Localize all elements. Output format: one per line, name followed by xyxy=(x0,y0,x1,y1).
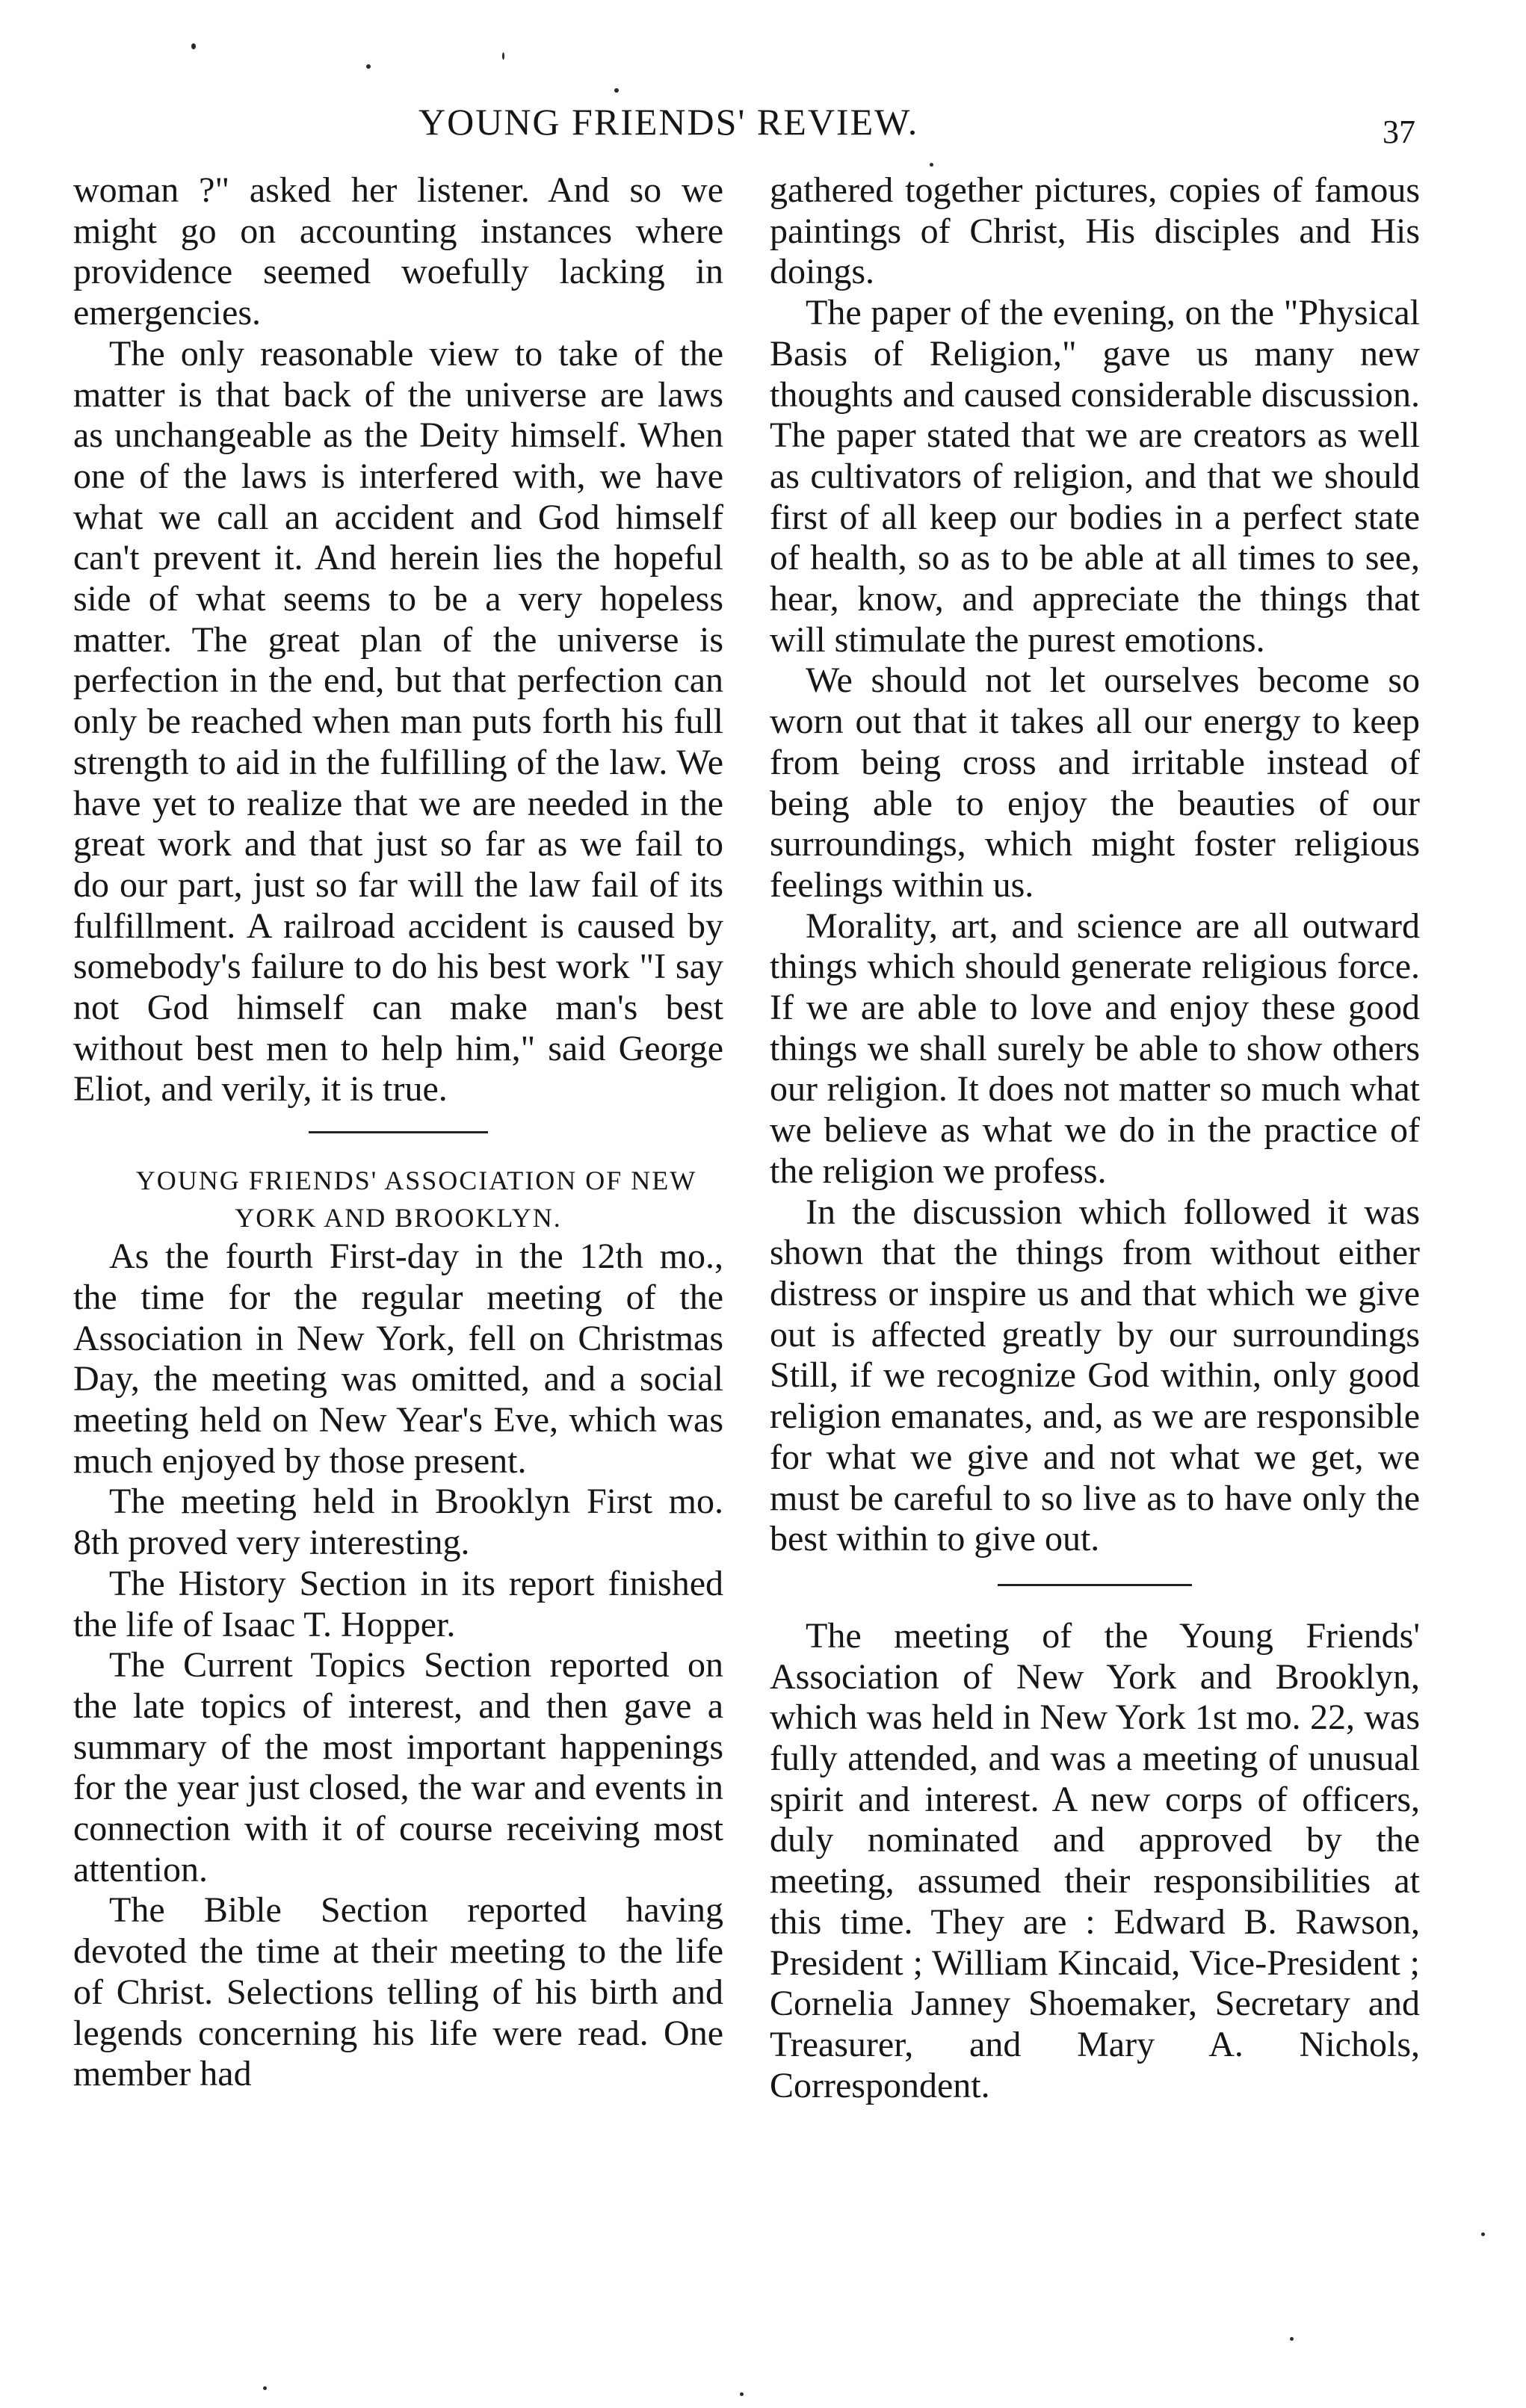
paragraph: We should not let ourselves become so worn out that it takes all our energy to keep from being cross and irritable instead of being able to enjoy the beauties of our surroundings, which might foster religious feelings within us. xyxy=(770,660,1420,905)
paragraph: The paper of the evening, on the "Physical Basis of Religion," gave us many new thoughts and caused considerable discussion. The paper stated that we are creators as well as cultivators of religion, and that we should first of all keep our bodies in a perfect state of health, so as to be able at all times to see, hear, know, and appreciate the things that will stimulate the purest emotions. xyxy=(770,293,1420,660)
right-column xyxy=(770,170,1420,2106)
paragraph: The Current Topics Section reported on the late topics of interest, and then gave a summary of the most important happenings for the year just closed, the war and events in connection with it of course receiving most attention. xyxy=(73,1645,723,1889)
section-divider xyxy=(309,1131,488,1133)
scan-speck xyxy=(366,64,371,69)
paragraph: The meeting of the Young Friends' Association of New York and Brooklyn, which was held in New York 1st mo. 22, was fully attended, and was a meeting of unusual spirit and interest. A new corps of officers, duly nominated and approved by the meeting, assumed their responsibilities at this time. They are : Edward B. Rawson, President ; William Kincaid, Vice-President ; Cornelia Janney Shoemaker, Secretary and Treasurer, and Mary A. Nichols, Correspondent. xyxy=(770,1615,1420,2105)
paragraph: The History Section in its report finished the life of Isaac T. Hopper. xyxy=(73,1563,723,1644)
paragraph: Morality, art, and science are all outward things which should generate religious force. If we are able to love and enjoy these good things we shall surely be able to show others our religion. It does not matter so much what we believe as what we do in the practice of the religion we profess. xyxy=(770,906,1420,1191)
section-divider xyxy=(998,1584,1192,1586)
scan-speck xyxy=(930,163,933,167)
paragraph: The Bible Section reported having devoted the time at their meeting to the life of Christ. Selections telling of his birth and legends concerning his life were read. One member had xyxy=(73,1890,723,2094)
paragraph: In the discussion which followed it was shown that the things from without either distress or inspire us and that which we give out is affected greatly by our surroundings Still, if we recognize God within, only good religion emanates, and, as we are responsible for what we give and not what we get, we must be careful to so live as to have only the best within to give out. xyxy=(770,1192,1420,1559)
scan-speck xyxy=(1481,2232,1485,2236)
paragraph: The only reasonable view to take of the matter is that back of the universe are laws as unchangeable as the Deity himself. When one of the laws is interfered with, we have what we call an accident and God himself can't prevent it. And herein lies the hopeful side of what seems to be a very hopeless matter. The great plan of the universe is perfection in the end, but that perfection can only be reached when man puts forth his full strength to aid in the fulfilling of the law. We have yet to realize that we are needed in the great work and that just so far as we fail to do our part, just so far will the law fail of its fulfillment. A railroad accident is caused by somebody's failure to do his best work "I say not God himself can make man's best without best men to help him," said George Eliot, and verily, it is true. xyxy=(73,333,723,1109)
page-number: 37 xyxy=(1383,114,1415,150)
scan-speck xyxy=(263,2386,267,2390)
left-column xyxy=(73,170,723,2095)
scan-speck xyxy=(191,43,196,49)
scan-speck xyxy=(1290,2337,1294,2341)
scan-speck xyxy=(740,2392,744,2396)
scan-speck xyxy=(614,88,619,93)
scan-speck xyxy=(502,52,504,60)
running-title: YOUNG FRIENDS' REVIEW. xyxy=(418,101,919,143)
section-heading: YOUNG FRIENDS' ASSOCIATION OF NEW YORK AND BROOKLYN. xyxy=(135,1166,697,1234)
paragraph: gathered together pictures, copies of famous paintings of Christ, His disciples and His doings. xyxy=(770,170,1420,292)
page-header xyxy=(0,96,1526,148)
paragraph: The meeting held in Brooklyn First mo. 8th proved very interesting. xyxy=(73,1482,723,1563)
paragraph: woman ?" asked her listener. And so we might go on accounting instances where providence seemed woefully lacking in emergencies. xyxy=(73,170,723,333)
paragraph: As the fourth First-day in the 12th mo., the time for the regular meeting of the Association in New York, fell on Christmas Day, the meeting was omitted, and a social meeting held on New Year's Eve, which was much enjoyed by those present. xyxy=(73,1237,723,1481)
